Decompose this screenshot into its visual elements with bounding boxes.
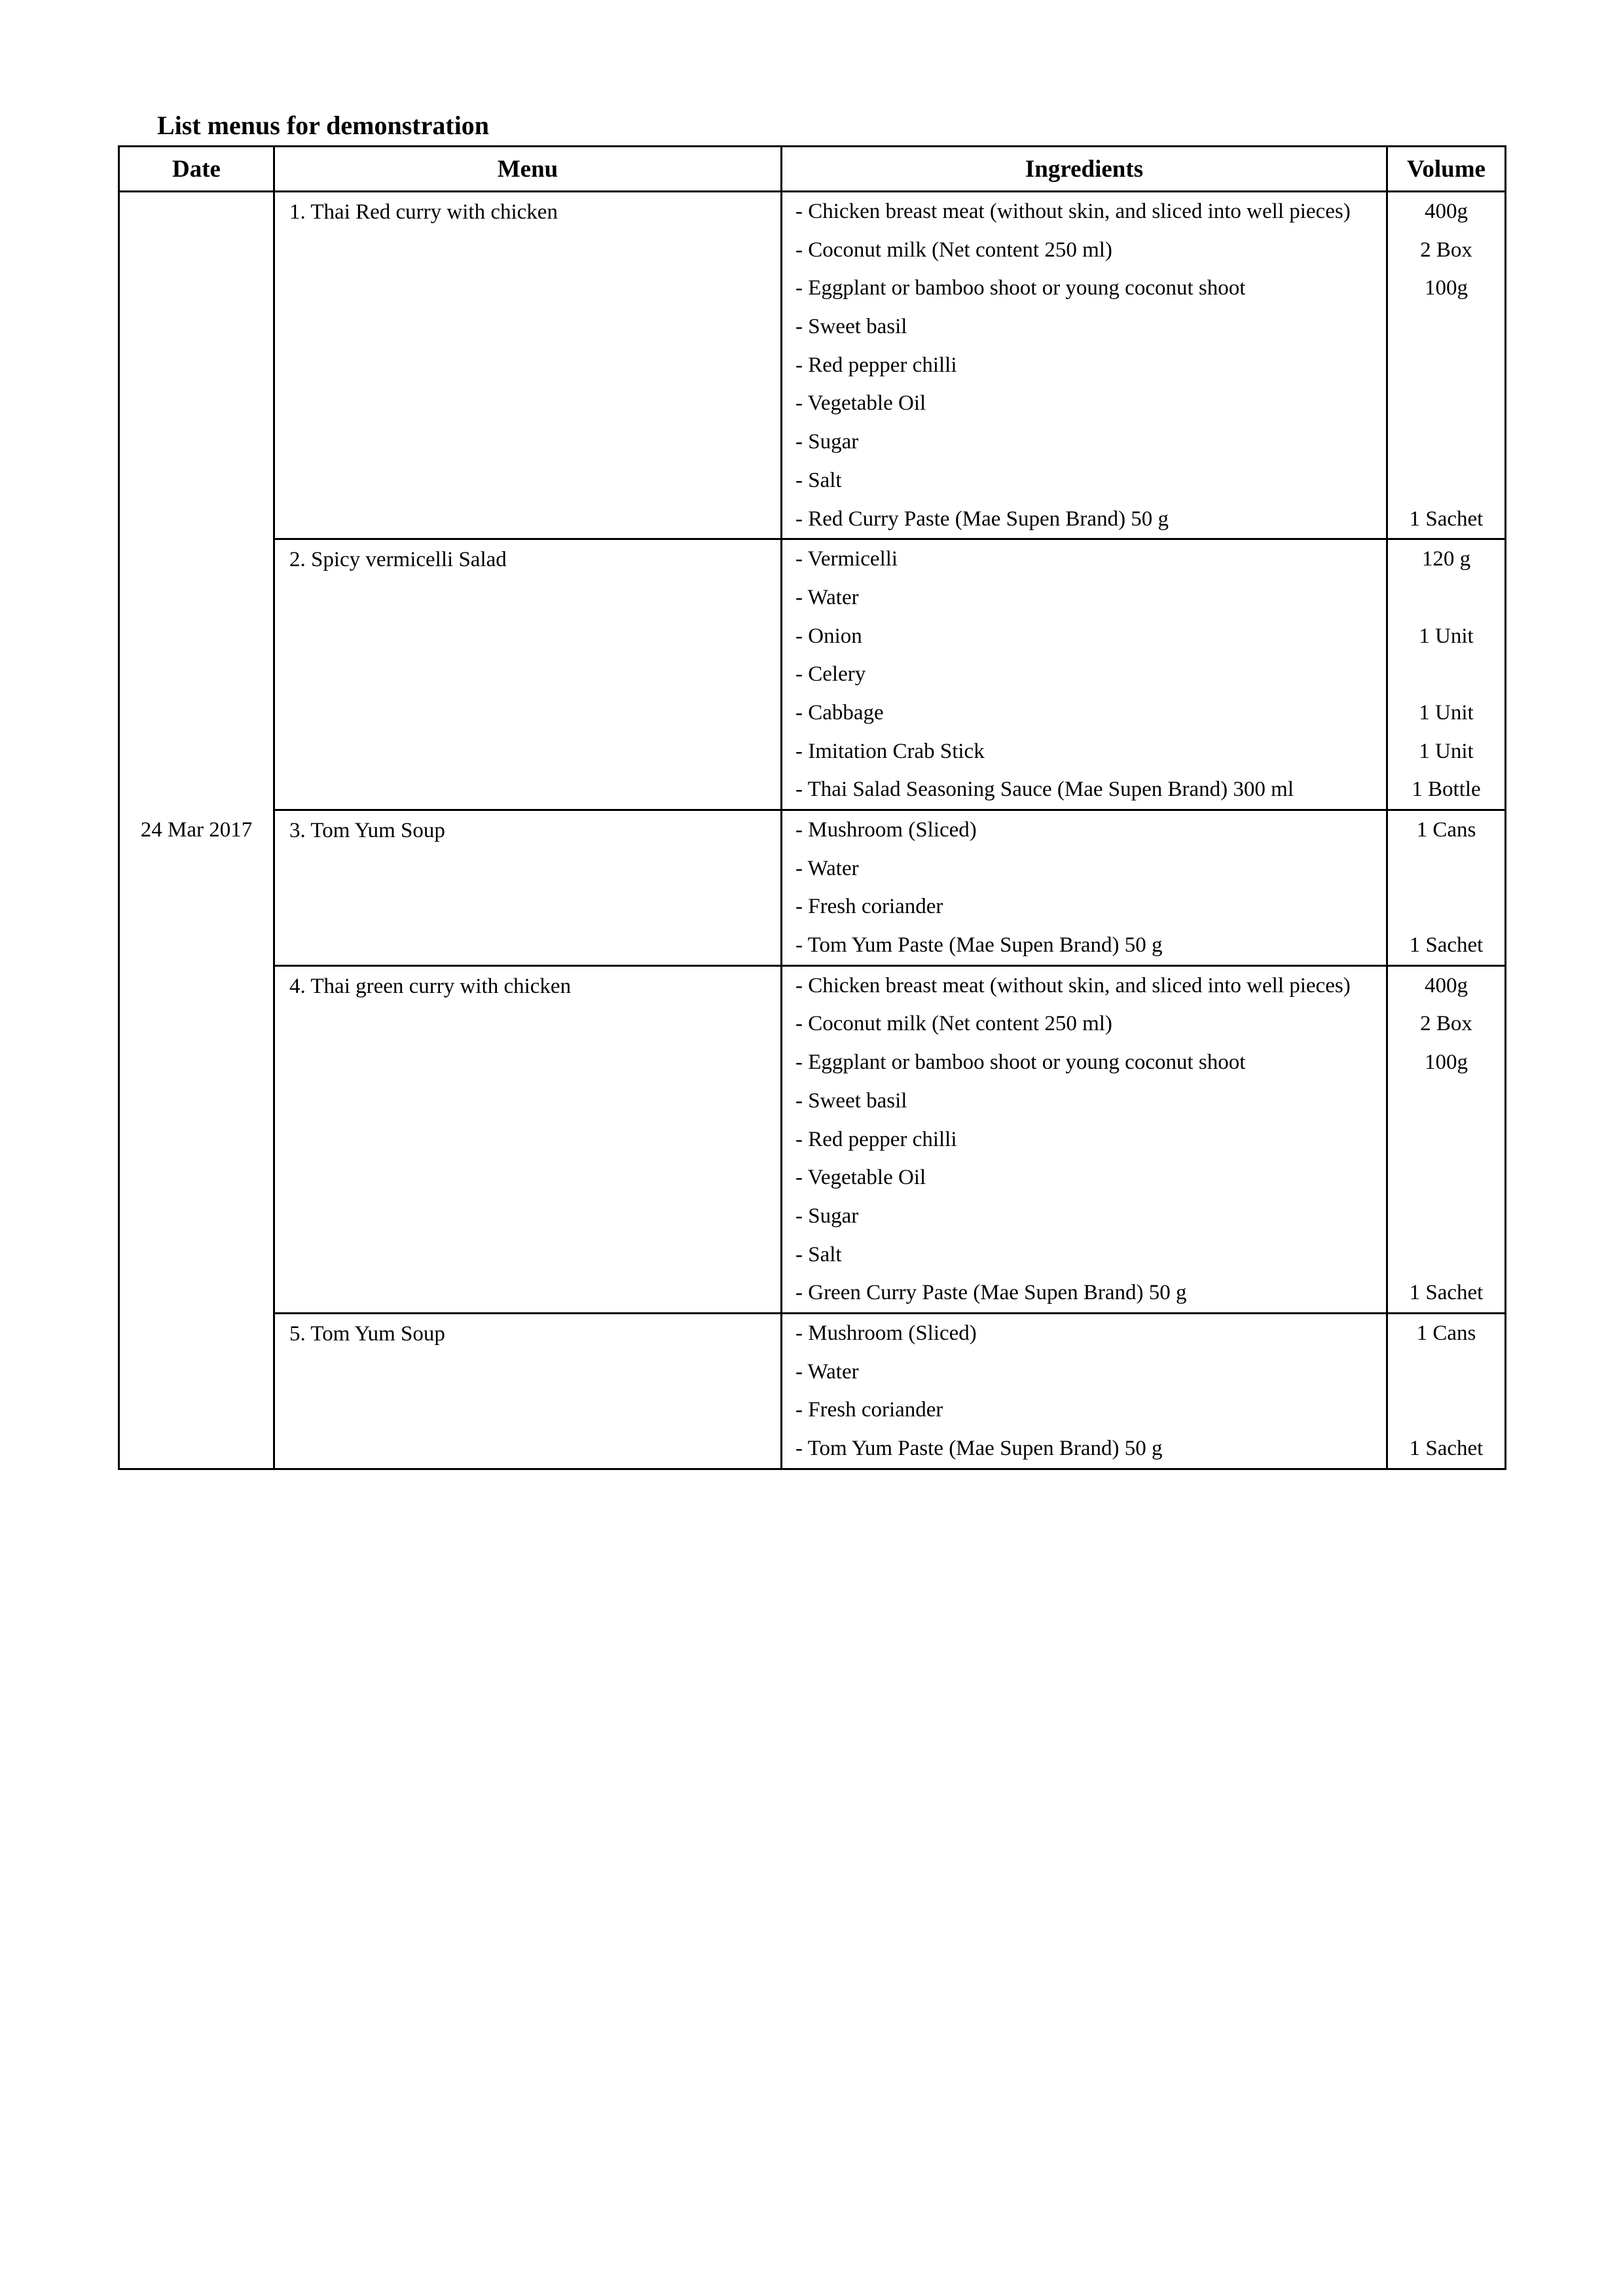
ingredient-list: [782, 192, 1387, 539]
ingredient-volume: 100g: [1425, 276, 1468, 300]
ingredient-item: - Coconut milk (Net content 250 ml): [795, 1012, 1112, 1036]
date-cell: 24 Mar 2017: [119, 192, 274, 1469]
header-date: Date: [119, 147, 274, 192]
ingredient-item: - Sweet basil: [795, 1088, 907, 1113]
ingredient-item: - Salt: [795, 1242, 842, 1266]
ingredient-volume: [1388, 308, 1504, 346]
ingredient-volume: 1 Sachet: [1409, 933, 1484, 958]
menu-name: 4. Thai green curry with chicken: [274, 965, 782, 1313]
header-menu: Menu: [274, 147, 782, 192]
ingredient-volume: [1388, 1236, 1504, 1274]
ingredient-item: - Tom Yum Paste (Mae Supen Brand) 50 g: [795, 933, 1163, 958]
ingredient-volume: 1 Unit: [1419, 700, 1474, 725]
ingredient-volume: 2 Box: [1420, 238, 1472, 262]
ingredient-volume: [1388, 1197, 1504, 1236]
ingredient-item: - Red pepper chilli: [795, 1127, 957, 1151]
ingredient-list: [782, 539, 1387, 810]
ingredient-volume: [1388, 1353, 1504, 1391]
ingredient-volume: 2 Box: [1420, 1012, 1472, 1036]
ingredient-volume: [1388, 346, 1504, 385]
ingredient-item: - Red pepper chilli: [795, 353, 957, 377]
ingredient-volume: [1388, 1121, 1504, 1159]
ingredient-item: - Tom Yum Paste (Mae Supen Brand) 50 g: [795, 1437, 1163, 1460]
ingredient-volume: 120 g: [1421, 547, 1471, 571]
volume-list: [1387, 965, 1506, 1313]
ingredient-item: - Sweet basil: [795, 315, 907, 339]
ingredient-volume: 1 Sachet: [1409, 1281, 1484, 1305]
ingredient-item: - Vegetable Oil: [795, 391, 926, 416]
menu-name: 2. Spicy vermicelli Salad: [274, 539, 782, 810]
ingredient-volume: [1388, 1391, 1504, 1429]
table-row: [119, 965, 1506, 1313]
ingredient-item: - Fresh coriander: [795, 1398, 943, 1422]
ingredient-list: [782, 810, 1387, 966]
ingredient-item: - Thai Salad Seasoning Sauce (Mae Supen Brand) 300 ml: [795, 778, 1294, 802]
ingredient-volume: 400g: [1425, 973, 1468, 997]
ingredient-volume: [1388, 655, 1504, 694]
page-title: List menus for demonstration: [157, 111, 490, 140]
ingredient-volume: [1388, 850, 1504, 888]
volume-list: [1387, 192, 1506, 539]
ingredient-item: - Fresh coriander: [795, 895, 943, 919]
ingredient-volume: 1 Unit: [1419, 624, 1474, 648]
menu-table: [118, 145, 1506, 1470]
ingredient-item: - Onion: [795, 624, 862, 648]
ingredient-item: - Chicken breast meat (without skin, and sliced into well pieces): [795, 200, 1351, 223]
ingredient-item: - Green Curry Paste (Mae Supen Brand) 50 g: [795, 1281, 1187, 1305]
ingredient-volume: 100g: [1425, 1050, 1468, 1075]
ingredient-volume: [1388, 1082, 1504, 1121]
ingredient-volume: [1388, 384, 1504, 423]
table-row: [119, 539, 1506, 810]
ingredient-item: - Imitation Crab Stick: [795, 739, 985, 763]
ingredient-volume: [1388, 579, 1504, 617]
ingredient-item: - Water: [795, 856, 859, 880]
ingredient-volume: 1 Sachet: [1409, 1437, 1484, 1460]
ingredient-volume: 1 Cans: [1416, 818, 1476, 842]
ingredient-list: [782, 1313, 1387, 1469]
ingredient-volume: 1 Sachet: [1409, 507, 1484, 531]
header-volume: Volume: [1387, 147, 1506, 192]
table-header-row: [119, 147, 1506, 192]
ingredient-item: - Vegetable Oil: [795, 1166, 926, 1190]
ingredient-volume: 400g: [1425, 200, 1468, 223]
header-ingredients: Ingredients: [782, 147, 1387, 192]
ingredient-volume: [1388, 461, 1504, 500]
menu-table-body: [119, 192, 1506, 1469]
menu-name: 5. Tom Yum Soup: [274, 1313, 782, 1469]
menu-name: 3. Tom Yum Soup: [274, 810, 782, 966]
volume-list: [1387, 539, 1506, 810]
ingredient-volume: [1388, 888, 1504, 926]
ingredient-item: - Salt: [795, 468, 842, 492]
ingredient-volume: [1388, 423, 1504, 461]
ingredient-item: - Cabbage: [795, 700, 884, 725]
ingredient-volume: 1 Unit: [1419, 739, 1474, 763]
table-row: [119, 1313, 1506, 1469]
ingredient-item: - Celery: [795, 662, 866, 687]
ingredient-volume: 1 Cans: [1416, 1321, 1476, 1345]
ingredient-volume: [1388, 1158, 1504, 1197]
ingredient-item: - Water: [795, 1359, 859, 1384]
ingredient-list: [782, 965, 1387, 1313]
ingredient-item: - Chicken breast meat (without skin, and sliced into well pieces): [795, 973, 1351, 997]
ingredient-item: - Eggplant or bamboo shoot or young coconut shoot: [795, 1050, 1246, 1075]
ingredient-volume: 1 Bottle: [1412, 778, 1481, 802]
ingredient-item: - Mushroom (Sliced): [795, 818, 977, 842]
menu-name: 1. Thai Red curry with chicken: [274, 192, 782, 539]
ingredient-item: - Sugar: [795, 430, 859, 454]
ingredient-item: - Vermicelli: [795, 547, 898, 571]
ingredient-item: - Sugar: [795, 1204, 859, 1228]
ingredient-item: - Water: [795, 585, 859, 609]
table-row: [119, 192, 1506, 539]
ingredient-item: - Mushroom (Sliced): [795, 1321, 977, 1345]
volume-list: [1387, 1313, 1506, 1469]
volume-list: [1387, 810, 1506, 966]
table-row: [119, 810, 1506, 966]
ingredient-item: - Coconut milk (Net content 250 ml): [795, 238, 1112, 262]
ingredient-item: - Eggplant or bamboo shoot or young coconut shoot: [795, 276, 1246, 300]
ingredient-item: - Red Curry Paste (Mae Supen Brand) 50 g: [795, 507, 1169, 531]
